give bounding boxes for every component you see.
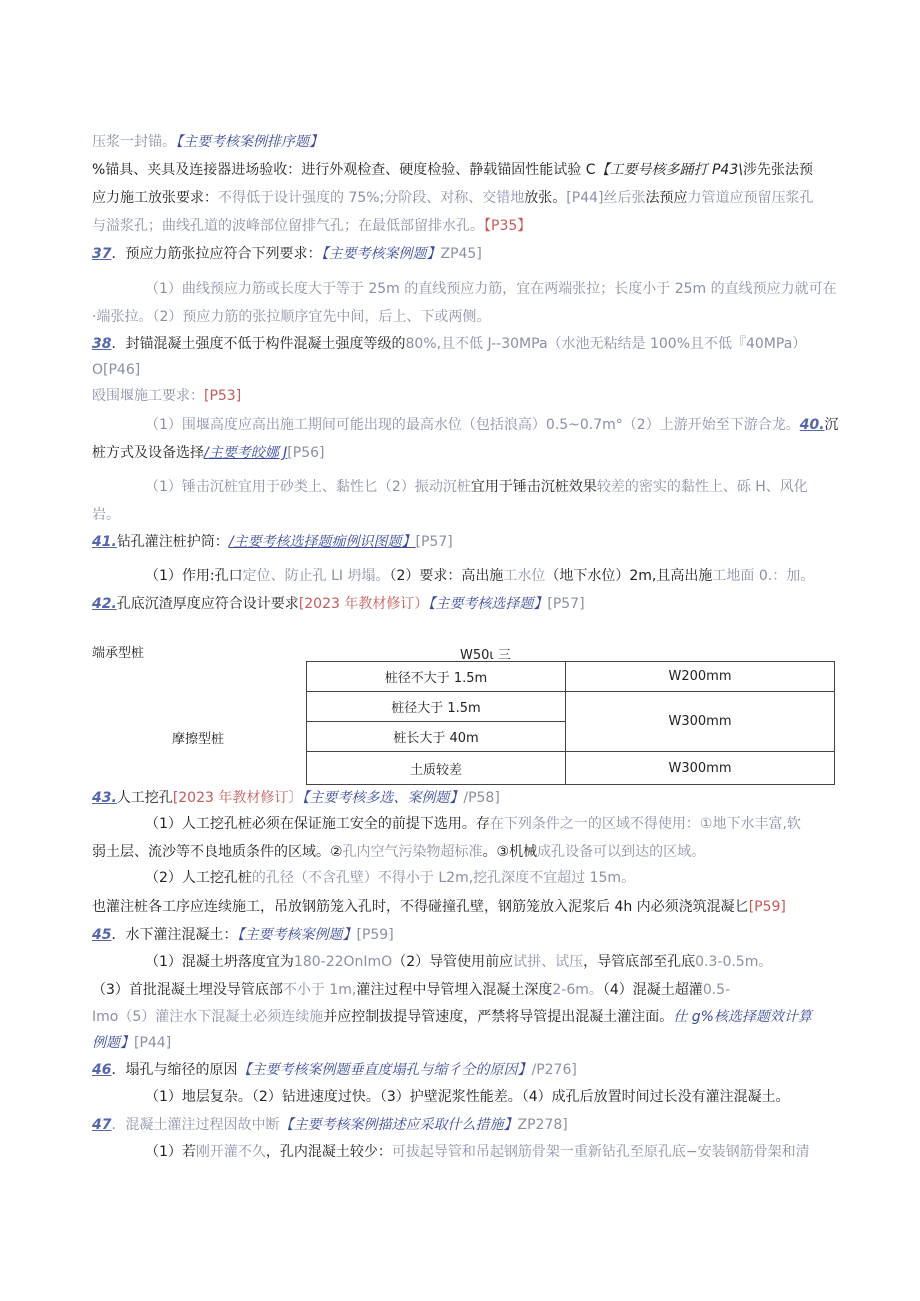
section-42 — [92, 594, 832, 614]
text-span: ．封锚混凝土强度不低于构件混凝土强度等级的 — [111, 336, 406, 352]
text-line — [92, 1007, 832, 1027]
text-span: 工水位 — [503, 568, 546, 584]
tag-span: [2023 年教材修订） — [298, 596, 429, 612]
text-line — [92, 360, 832, 380]
text-span: 的孔径（不含孔壁）不得小于 L2m,挖孔深度不宜超过 15m。 — [251, 870, 636, 886]
text-span: （2）导管使用前应 — [392, 954, 514, 970]
text-span: （1）地层复杂。（2）钻进速度过快。（3）护壁泥浆性能差。（4）成孔后放置时间过长没有灌注混凝土。 — [145, 1089, 790, 1105]
table-row — [307, 752, 835, 785]
section-number: 37 — [92, 246, 112, 262]
text-span: （1）围堰高度应高出施工期间可能出现的最高水位（包括浪高）0.5~0.7m°（2）上游开始至下游合龙。 — [145, 417, 800, 433]
text-span: 孔内空气污染物超标准 — [342, 844, 483, 860]
text-span: 灌注水下混凝土必须连续施 — [155, 1009, 324, 1025]
text-span: ．预应力筋张拉应符合下列要求： — [111, 246, 322, 262]
section-38 — [92, 334, 832, 354]
text-line — [92, 188, 832, 208]
text-line — [92, 1033, 832, 1053]
table-cell: 土质较差 — [307, 752, 566, 785]
section-number: 43. — [92, 790, 117, 806]
table-cell: W300mm — [566, 692, 835, 752]
text-span: ·端张拉。（2）预应力筋的张拉顺 — [92, 309, 295, 325]
text-span: 180-22OnImO — [293, 954, 393, 970]
text-span: 可拔起导管和吊起钢筋骨架一重新钻孔至原孔底−安装钢筋骨架和清 — [391, 1144, 810, 1160]
section-number: 45 — [92, 927, 112, 943]
text-span: 较差的密实的黏性上、砾 H、风化 — [596, 479, 808, 495]
text-line — [92, 897, 832, 917]
text-line — [92, 307, 832, 327]
text-line — [92, 132, 832, 152]
text-span: ．水下灌注混凝土： — [111, 927, 238, 943]
text-span: 应力施工放张要求： — [92, 190, 218, 206]
ref-span: [P53] — [204, 388, 242, 404]
table-cell: 桩径不大于 1.5m — [307, 662, 566, 692]
text-span: （2）人工挖孔桩 — [145, 870, 252, 886]
ref-span: /P276] — [531, 1062, 577, 1078]
text-span: （1）人工挖孔桩必须在保证施工安全的前提下选用。存 — [145, 816, 490, 832]
table-label-friction: 摩擦型桩 — [172, 732, 225, 747]
text-span: 殴围堰施工要求： — [92, 388, 204, 404]
text-span: Imo（5） — [92, 1009, 156, 1025]
text-span: 涉先张法预 — [742, 162, 813, 178]
text-span: （1）若 — [145, 1144, 196, 1160]
tag-span: 【主要考核多选、案例题】 — [302, 790, 464, 806]
text-span: 定位、防止孔 LI 坍塌。 — [242, 568, 390, 584]
section-46 — [92, 1060, 832, 1080]
tag-span: /主要考核选择题痂例识图题】 — [228, 534, 416, 550]
section-number: 38 — [92, 336, 112, 352]
text-span: 钻孔灌注桩护筒： — [116, 534, 229, 550]
text-span: （1）曲线预应力筋或长度大于等于 25m 的直线预应力筋，宜在两端张拉；长度小于 25m 的直线预应力就可在 — [145, 281, 837, 297]
text-span: 沉 — [824, 417, 839, 433]
section-number: 46 — [92, 1062, 112, 1078]
table-cell: 桩径大于 1.5m — [307, 692, 566, 722]
tag-span: 【主要考核案例题】 — [237, 927, 357, 943]
text-span: 桩方式及设备选择 — [92, 445, 204, 461]
text-span: 岩。 — [92, 507, 120, 523]
tag-span: [2023 年教材修订〕 — [172, 790, 303, 806]
tag-span: 【主要考核选择题】 — [428, 596, 548, 612]
ref-span: [P44] — [134, 1035, 172, 1051]
tag-span: 【工要号核多踊打 P43\ — [595, 162, 743, 178]
text-line — [92, 160, 832, 180]
text-span: 刚开灌不久 — [195, 1144, 266, 1160]
text-span: 成孔设备可以到达的区域。 — [537, 844, 706, 860]
tag-span: 【主要考核案例题】 — [321, 246, 441, 262]
text-span: （地下水位）2m,且高出施 — [545, 568, 713, 584]
text-span: 0.5- — [702, 982, 731, 998]
text-line — [92, 216, 832, 236]
ref-span: [P57] — [547, 596, 585, 612]
section-number: 42. — [92, 596, 117, 612]
text-line — [92, 443, 832, 463]
ref-span: ZP278] — [517, 1117, 568, 1133]
section-number: 41. — [92, 534, 117, 550]
text-span: （3）首批混凝土埋没导管底部 — [92, 982, 283, 998]
text-span: 0.3-0.5m。 — [695, 954, 773, 970]
text-span: （1）锤击沉桩宜用于砂类上、黏性匕（2） — [145, 479, 415, 495]
text-span: 弱土层、流沙等不良地质条件的区域。② — [92, 844, 343, 860]
section-37 — [92, 244, 832, 264]
ref-span: [P57] — [415, 534, 453, 550]
section-number: 40. — [799, 417, 825, 433]
ref-span: [P59] — [748, 899, 786, 915]
text-span: （4）混凝土超灌 — [602, 982, 703, 998]
text-span: 力管道应预留压浆孔 — [687, 190, 814, 206]
text-span: 灌注过程中导管埋入混凝土深度 — [356, 982, 553, 998]
section-41 — [92, 532, 832, 552]
text-line — [92, 980, 832, 1000]
text-span: （2）要求：高出施 — [389, 568, 504, 584]
text-span: 。③机械 — [482, 844, 538, 860]
text-span: %锚具、夹具及连接器进场验收：进行外观检查、硬度检验、静载锚固性能试验 C — [92, 162, 596, 178]
table-cell: 桩长大于 40m — [307, 722, 566, 752]
table-row — [307, 692, 835, 722]
text-span: 并应控制拔提导管速度，严禁将导管提出混凝土灌注面。 — [323, 1009, 674, 1025]
tag-span: 【主要考核案例描述应采取什么措施】 — [279, 1117, 518, 1133]
text-span: 人工挖孔 — [116, 790, 173, 806]
table-cell: W300mm — [566, 752, 835, 785]
text-span: 也灌注桩各工序应连续施工，吊放钢筋笼入孔时，不得碰撞孔壁，钢筋笼放入泥浆后 4h 内必须浇筑混凝匕 — [92, 899, 749, 915]
ref-span: ZP45] — [440, 246, 482, 262]
text-span: （1）混凝土坍落度宜为 — [145, 954, 294, 970]
text-span: 法预应 — [645, 190, 688, 206]
text-span: [P44]丝后张 — [566, 190, 646, 206]
table-header: W50ι 三 — [460, 648, 511, 663]
sediment-table — [306, 661, 835, 785]
ref-span: /P58] — [463, 790, 500, 806]
text-line — [145, 415, 839, 435]
text-line — [145, 952, 832, 972]
text-line — [92, 386, 832, 406]
section-number: 47 — [92, 1117, 112, 1133]
text-line — [145, 477, 832, 497]
text-line — [145, 814, 832, 834]
text-line — [145, 566, 832, 586]
text-span: 不小于 1m, — [282, 982, 357, 998]
tag-span: 例题】 — [92, 1035, 134, 1051]
text-span: 不得低于设计强度的 75%;分阶段、对称、交错地 — [218, 190, 525, 206]
text-line — [145, 868, 832, 888]
text-span: 孔底沉渣厚度应符合设计要求 — [116, 596, 299, 612]
text-span: 压浆一封锚。 — [92, 134, 176, 150]
text-span: 振动沉桩 — [414, 479, 471, 495]
text-span: 宜用于锤击沉桩效果 — [470, 479, 597, 495]
text-span: ．塌孔与缩径的原因 — [111, 1062, 238, 1078]
text-line — [92, 505, 832, 525]
section-45 — [92, 925, 832, 945]
ref-span: [P59] — [356, 927, 394, 943]
text-span: ，导管底部至孔底 — [583, 954, 696, 970]
text-span: 工地面 0.：加。 — [712, 568, 815, 584]
table-cell: W200mm — [566, 662, 835, 692]
text-span: 在下列条件之一的区域不得使用：①地下水丰富,软 — [489, 816, 801, 832]
text-span: 放张。 — [524, 190, 567, 206]
text-line — [145, 1087, 832, 1107]
text-line — [92, 842, 832, 862]
text-span: 试拼、试压 — [513, 954, 584, 970]
text-line — [145, 1142, 832, 1162]
text-span: ．混凝土灌注过程因故中断 — [111, 1117, 280, 1133]
text-span: 2-6m。 — [552, 982, 603, 998]
section-47 — [92, 1115, 832, 1135]
ref-span: 【P35】 — [484, 218, 532, 234]
text-span: ，孔内混凝土较少： — [265, 1144, 392, 1160]
tag-span: 仕 g%核选择题效计算 — [673, 1009, 812, 1025]
text-line — [145, 279, 837, 299]
text-span: 序宜先中间，后上、下或两侧。 — [294, 309, 491, 325]
table-label-end-bearing: 端承型桩 — [92, 646, 145, 661]
text-span: 80%,且不低 J--30MPa（水池无粘结是 100%且不低『40MPa） — [405, 336, 807, 352]
table-row — [307, 662, 835, 692]
text-span: 与溢浆孔；曲线孔道的波峰部位留排气孔；在最低部留排水孔。 — [92, 218, 484, 234]
tag-span: 【主要考核案例排序题】 — [176, 134, 323, 150]
tag-span: /主要考皎娜 J — [204, 445, 288, 461]
tag-span: 【主要考核案例题垂直度塌孔与缩彳仝的原因】 — [237, 1062, 532, 1078]
text-span: O[P46] — [92, 362, 141, 378]
text-span: （1）作用:孔口 — [145, 568, 243, 584]
ref-span: [P56] — [287, 445, 325, 461]
section-43 — [92, 788, 832, 808]
